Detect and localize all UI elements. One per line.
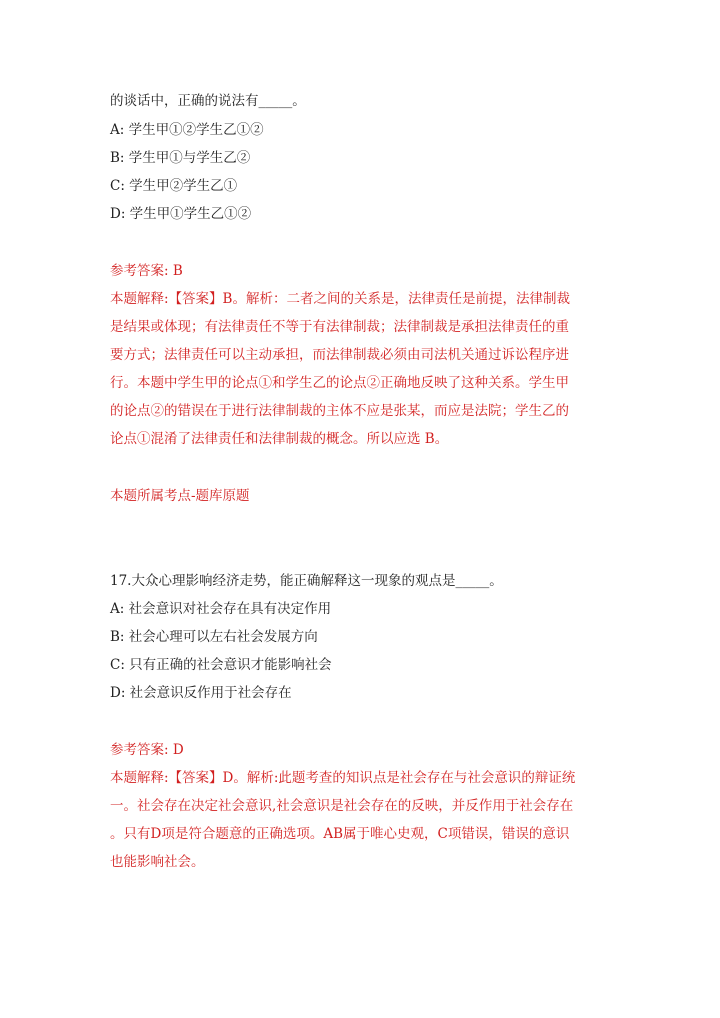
explanation-line: 是结果或体现；有法律责任不等于有法律制裁；法律制裁是承担法律责任的重	[110, 319, 569, 335]
option-a: A: 学生甲①②学生乙①②	[110, 122, 264, 138]
explanation-line: 行。本题中学生甲的论点①和学生乙的论点②正确地反映了这种关系。学生甲	[110, 375, 569, 391]
explanation-line: 论点①混淆了法律责任和法律制裁的概念。所以应选 B。	[110, 431, 449, 447]
explanation-line: 。只有D项是符合题意的正确选项。AB属于唯心史观，C项错误，错误的意识	[110, 826, 570, 842]
option-c: C: 只有正确的社会意识才能影响社会	[110, 657, 332, 673]
explanation-line: 也能影响社会。	[110, 854, 205, 870]
option-d: D: 社会意识反作用于社会存在	[110, 685, 292, 701]
option-c: C: 学生甲②学生乙①	[110, 178, 238, 194]
explanation-line: 本题解释:【答案】D。解析:此题考查的知识点是社会存在与社会意识的辩证统	[110, 770, 576, 786]
reference-answer: 参考答案: D	[110, 742, 184, 758]
question-stem-tail: 的谈话中，正确的说法有_____。	[110, 93, 306, 109]
option-b: B: 社会心理可以左右社会发展方向	[110, 629, 318, 645]
explanation-line: 本题解释:【答案】B。解析：二者之间的关系是，法律责任是前提，法律制裁	[110, 291, 570, 307]
explanation-line: 一。社会存在决定社会意识,社会意识是社会存在的反映，并反作用于社会存在	[110, 798, 574, 814]
reference-answer: 参考答案: B	[110, 263, 183, 279]
question-source: 本题所属考点-题库原题	[110, 488, 250, 504]
option-d: D: 学生甲①学生乙①②	[110, 206, 252, 222]
option-a: A: 社会意识对社会存在具有决定作用	[110, 601, 332, 617]
question-stem: 17.大众心理影响经济走势，能正确解释这一现象的观点是_____。	[110, 573, 503, 589]
option-b: B: 学生甲①与学生乙②	[110, 150, 251, 166]
explanation-line: 要方式；法律责任可以主动承担，而法律制裁必须由司法机关通过诉讼程序进	[110, 347, 569, 363]
explanation-line: 的论点②的错误在于进行法律制裁的主体不应是张某，而应是法院；学生乙的	[110, 403, 569, 419]
